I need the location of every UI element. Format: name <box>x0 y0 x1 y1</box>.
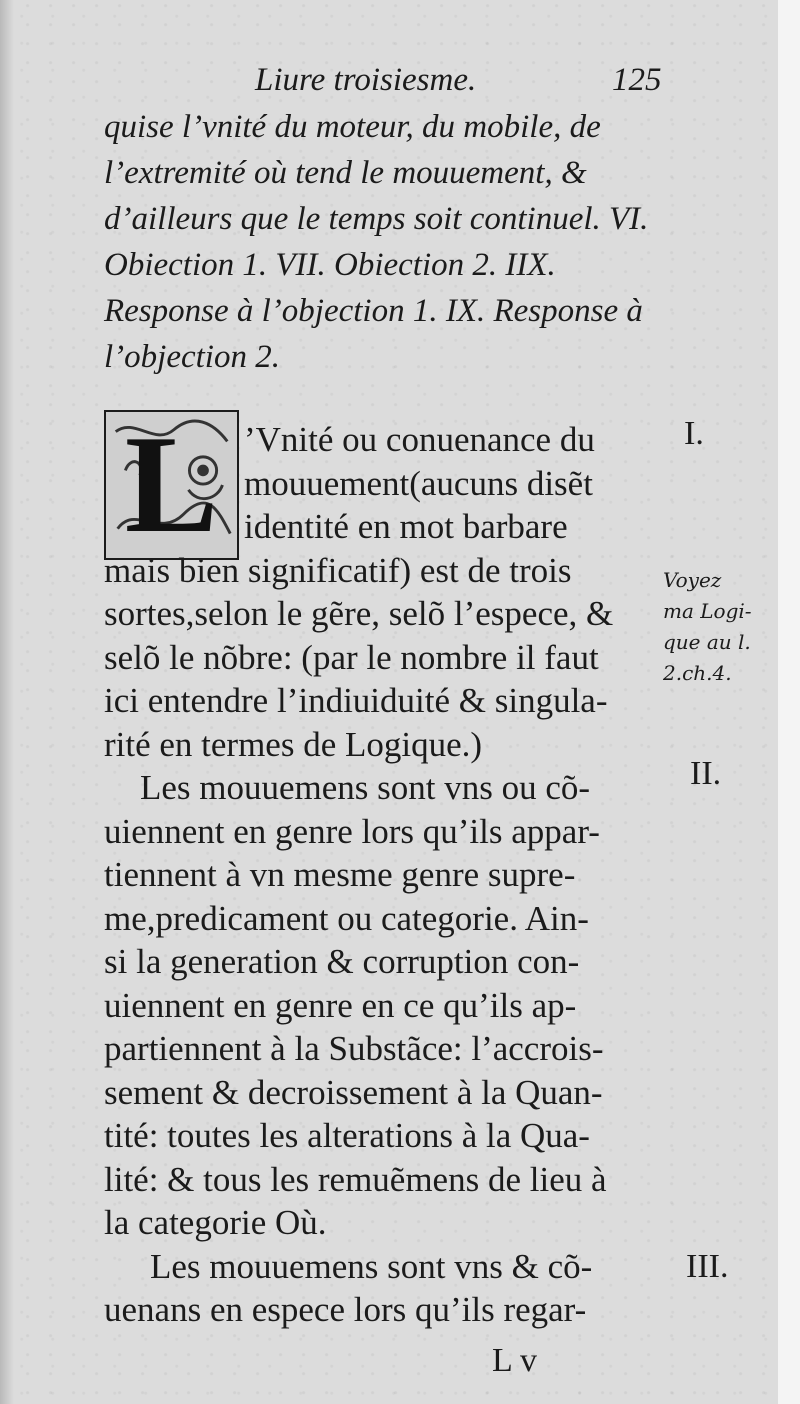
text-line: mais bien significatif) est de trois <box>104 550 572 590</box>
margin-note-line: ma Logi- <box>663 599 752 623</box>
summary-line: d’ailleurs que le temps soit continuel. VI. <box>104 201 649 237</box>
initial-letter: L <box>124 410 219 560</box>
chapter-summary <box>104 104 664 380</box>
summary-line: Response à l’objection 1. IX. Response à <box>104 293 643 329</box>
margin-numeral-3: III. <box>686 1248 729 1285</box>
text-line: uenans en espece lors qu’ils regar- <box>104 1290 587 1329</box>
text-line: lité: & tous les remuẽmens de lieu à <box>104 1159 607 1199</box>
text-line: si la generation & corruption con- <box>104 942 580 981</box>
text-line: ici entendre l’indiuiduité & singula- <box>104 681 608 720</box>
text-line: uiennent en genre en ce qu’ils ap- <box>104 985 577 1025</box>
page-edge <box>778 0 800 1404</box>
text-line: Les mouuemens sont vns ou cõ- <box>140 768 591 807</box>
text-line: mouuement(aucuns disẽt <box>244 463 593 503</box>
text-line: sement & decroissement à la Quan- <box>104 1072 603 1112</box>
margin-note <box>663 565 773 689</box>
summary-line: l’extremité où tend le mouuement, & <box>104 155 587 191</box>
text-line: la categorie Où. <box>104 1203 327 1242</box>
page-number: 125 <box>612 62 662 98</box>
text-line: tiennent à vn mesme genre supre- <box>104 855 576 894</box>
text-line: ’Vnité ou conuenance du <box>244 420 595 459</box>
text-line: selõ le nõbre: (par le nombre il faut <box>104 637 599 677</box>
signature-mark: L v <box>492 1342 538 1379</box>
main-text <box>104 418 664 1332</box>
running-head: Liure troisiesme. <box>255 62 477 98</box>
margin-note-line: 2.ch.4. <box>663 661 732 685</box>
text-line: identité en mot barbare <box>244 507 568 546</box>
text-line: tité: toutes les alterations à la Qua- <box>104 1116 590 1155</box>
summary-line: quise l’vnité du moteur, du mobile, de <box>104 109 601 145</box>
text-line: sortes,selon le gẽre, selõ l’espece, & <box>104 594 614 633</box>
margin-note-line: que au l. <box>663 630 751 654</box>
text-line: rité en termes de Logique.) <box>104 724 483 764</box>
margin-numeral-1: I. <box>684 415 704 452</box>
summary-line: Obiection 1. VII. Obiection 2. IIX. <box>104 247 556 283</box>
margin-note-line: Voyez <box>663 568 722 592</box>
margin-numeral-2: II. <box>690 755 722 792</box>
text-line: partiennent à la Substãce: l’accrois- <box>104 1029 604 1068</box>
page-gutter-shadow <box>0 0 14 1404</box>
text-line: Les mouuemens sont vns & cõ- <box>150 1246 593 1286</box>
summary-line: l’objection 2. <box>104 339 280 375</box>
text-line: uiennent en genre lors qu’ils appar- <box>104 811 600 851</box>
text-line: me,predicament ou categorie. Ain- <box>104 898 589 938</box>
